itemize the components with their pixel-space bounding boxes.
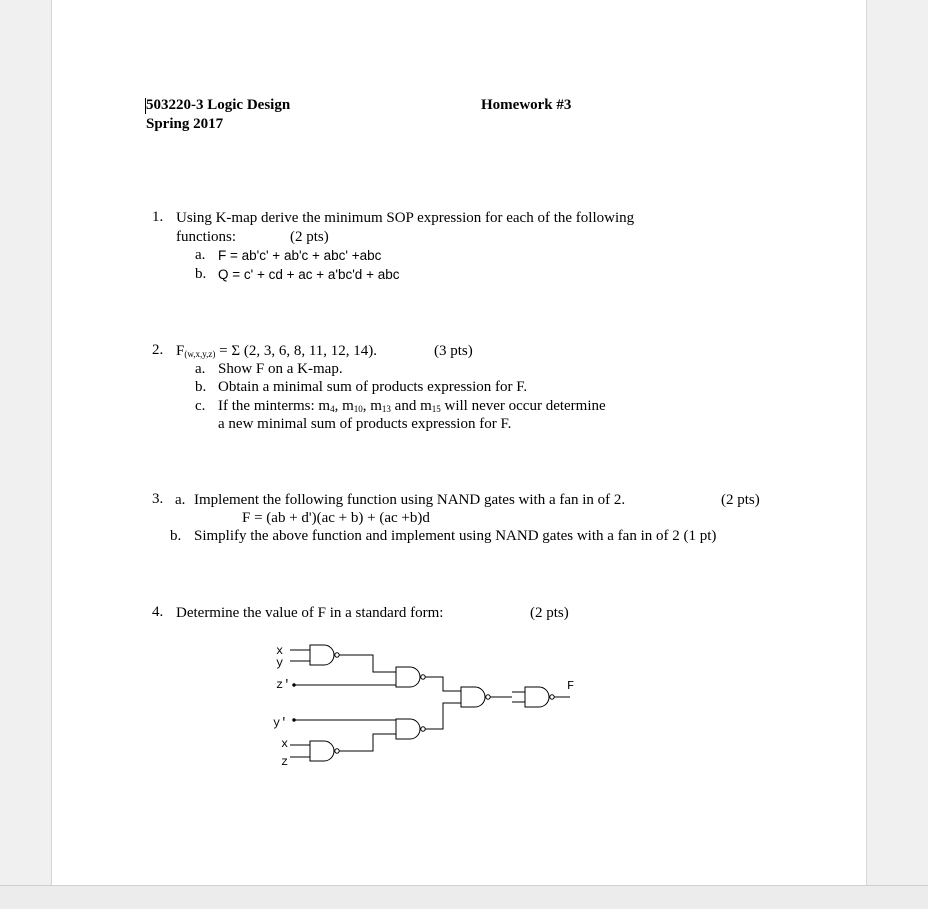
nand-gate-6-bubble bbox=[550, 695, 554, 699]
q4-text: Determine the value of F in a standard form: bbox=[176, 605, 444, 621]
q2-points: (3 pts) bbox=[434, 343, 473, 359]
nand-gate-3 bbox=[396, 719, 420, 739]
nand-gate-4 bbox=[310, 741, 334, 761]
input-label-z-prime: z' bbox=[276, 678, 291, 692]
q3b-label: b. bbox=[170, 528, 182, 544]
input-label-z-bottom: z bbox=[281, 755, 289, 769]
q1a-label: a. bbox=[195, 247, 206, 263]
input-label-y-top: y bbox=[276, 656, 284, 670]
nand-gate-3-bubble bbox=[421, 727, 425, 731]
nand-gate-5 bbox=[461, 687, 485, 707]
q2c-text-line2: a new minimal sum of products expression for F. bbox=[218, 416, 512, 432]
nand-gate-1 bbox=[310, 645, 334, 665]
course-title: 503220-3 Logic Design bbox=[146, 97, 291, 113]
output-label-f: F bbox=[567, 679, 575, 693]
assignment-title: Homework #3 bbox=[481, 97, 572, 113]
term: Spring 2017 bbox=[146, 116, 224, 132]
q4-points: (2 pts) bbox=[530, 605, 569, 621]
nand-gate-2 bbox=[396, 667, 420, 687]
q1b-label: b. bbox=[195, 266, 207, 282]
input-label-x-bottom: x bbox=[281, 737, 289, 751]
q2c-label: c. bbox=[195, 398, 206, 414]
q3b-text: Simplify the above function and implement using NAND gates with a fan in of 2 (1 pt) bbox=[194, 528, 717, 544]
nand-gate-4-bubble bbox=[335, 749, 339, 753]
q2a-text: Show F on a K-map. bbox=[218, 361, 343, 377]
input-label-y-prime: y' bbox=[273, 716, 288, 730]
nand-gate-2-bubble bbox=[421, 675, 425, 679]
q2b-label: b. bbox=[195, 379, 207, 395]
nand-gate-1-bubble bbox=[335, 653, 339, 657]
q2-number: 2. bbox=[152, 342, 164, 358]
q3-number: 3. bbox=[152, 491, 164, 507]
q1-text: Using K-map derive the minimum SOP expression for each of the following bbox=[176, 210, 635, 226]
q3a-label: a. bbox=[175, 492, 186, 508]
q3-expression: F = (ab + d')(ac + b) + (ac +b)d bbox=[242, 510, 430, 526]
q2-function: $F_{(w,x,y,z)} = \Sigma$ (2, 3, 6, 8, 11, 12, 14). bbox=[176, 343, 378, 359]
q1-functions-label: functions: bbox=[176, 229, 236, 245]
nand-gate-5-bubble bbox=[486, 695, 490, 699]
q1-points: (2 pts) bbox=[290, 229, 329, 245]
q2a-label: a. bbox=[195, 361, 206, 377]
q3-points: (2 pts) bbox=[721, 492, 760, 508]
q1b-expression: Q = c' + cd + ac + a'bc'd + abc bbox=[218, 267, 400, 282]
q3a-text: Implement the following function using NAND gates with a fan in of 2. bbox=[194, 492, 626, 508]
q2b-text: Obtain a minimal sum of products expression for F. bbox=[218, 379, 528, 395]
q4-number: 4. bbox=[152, 604, 164, 620]
q1-number: 1. bbox=[152, 209, 164, 225]
q1a-expression: F = ab'c' + ab'c + abc' +abc bbox=[218, 248, 382, 263]
nand-gate-6 bbox=[525, 687, 549, 707]
q2c-text: If the minterms: $m_4$, $m_{10}$, $m_{13}$ and $m_{15}$ will never occur determine bbox=[218, 398, 606, 414]
input-label-x-top: x bbox=[276, 644, 284, 658]
